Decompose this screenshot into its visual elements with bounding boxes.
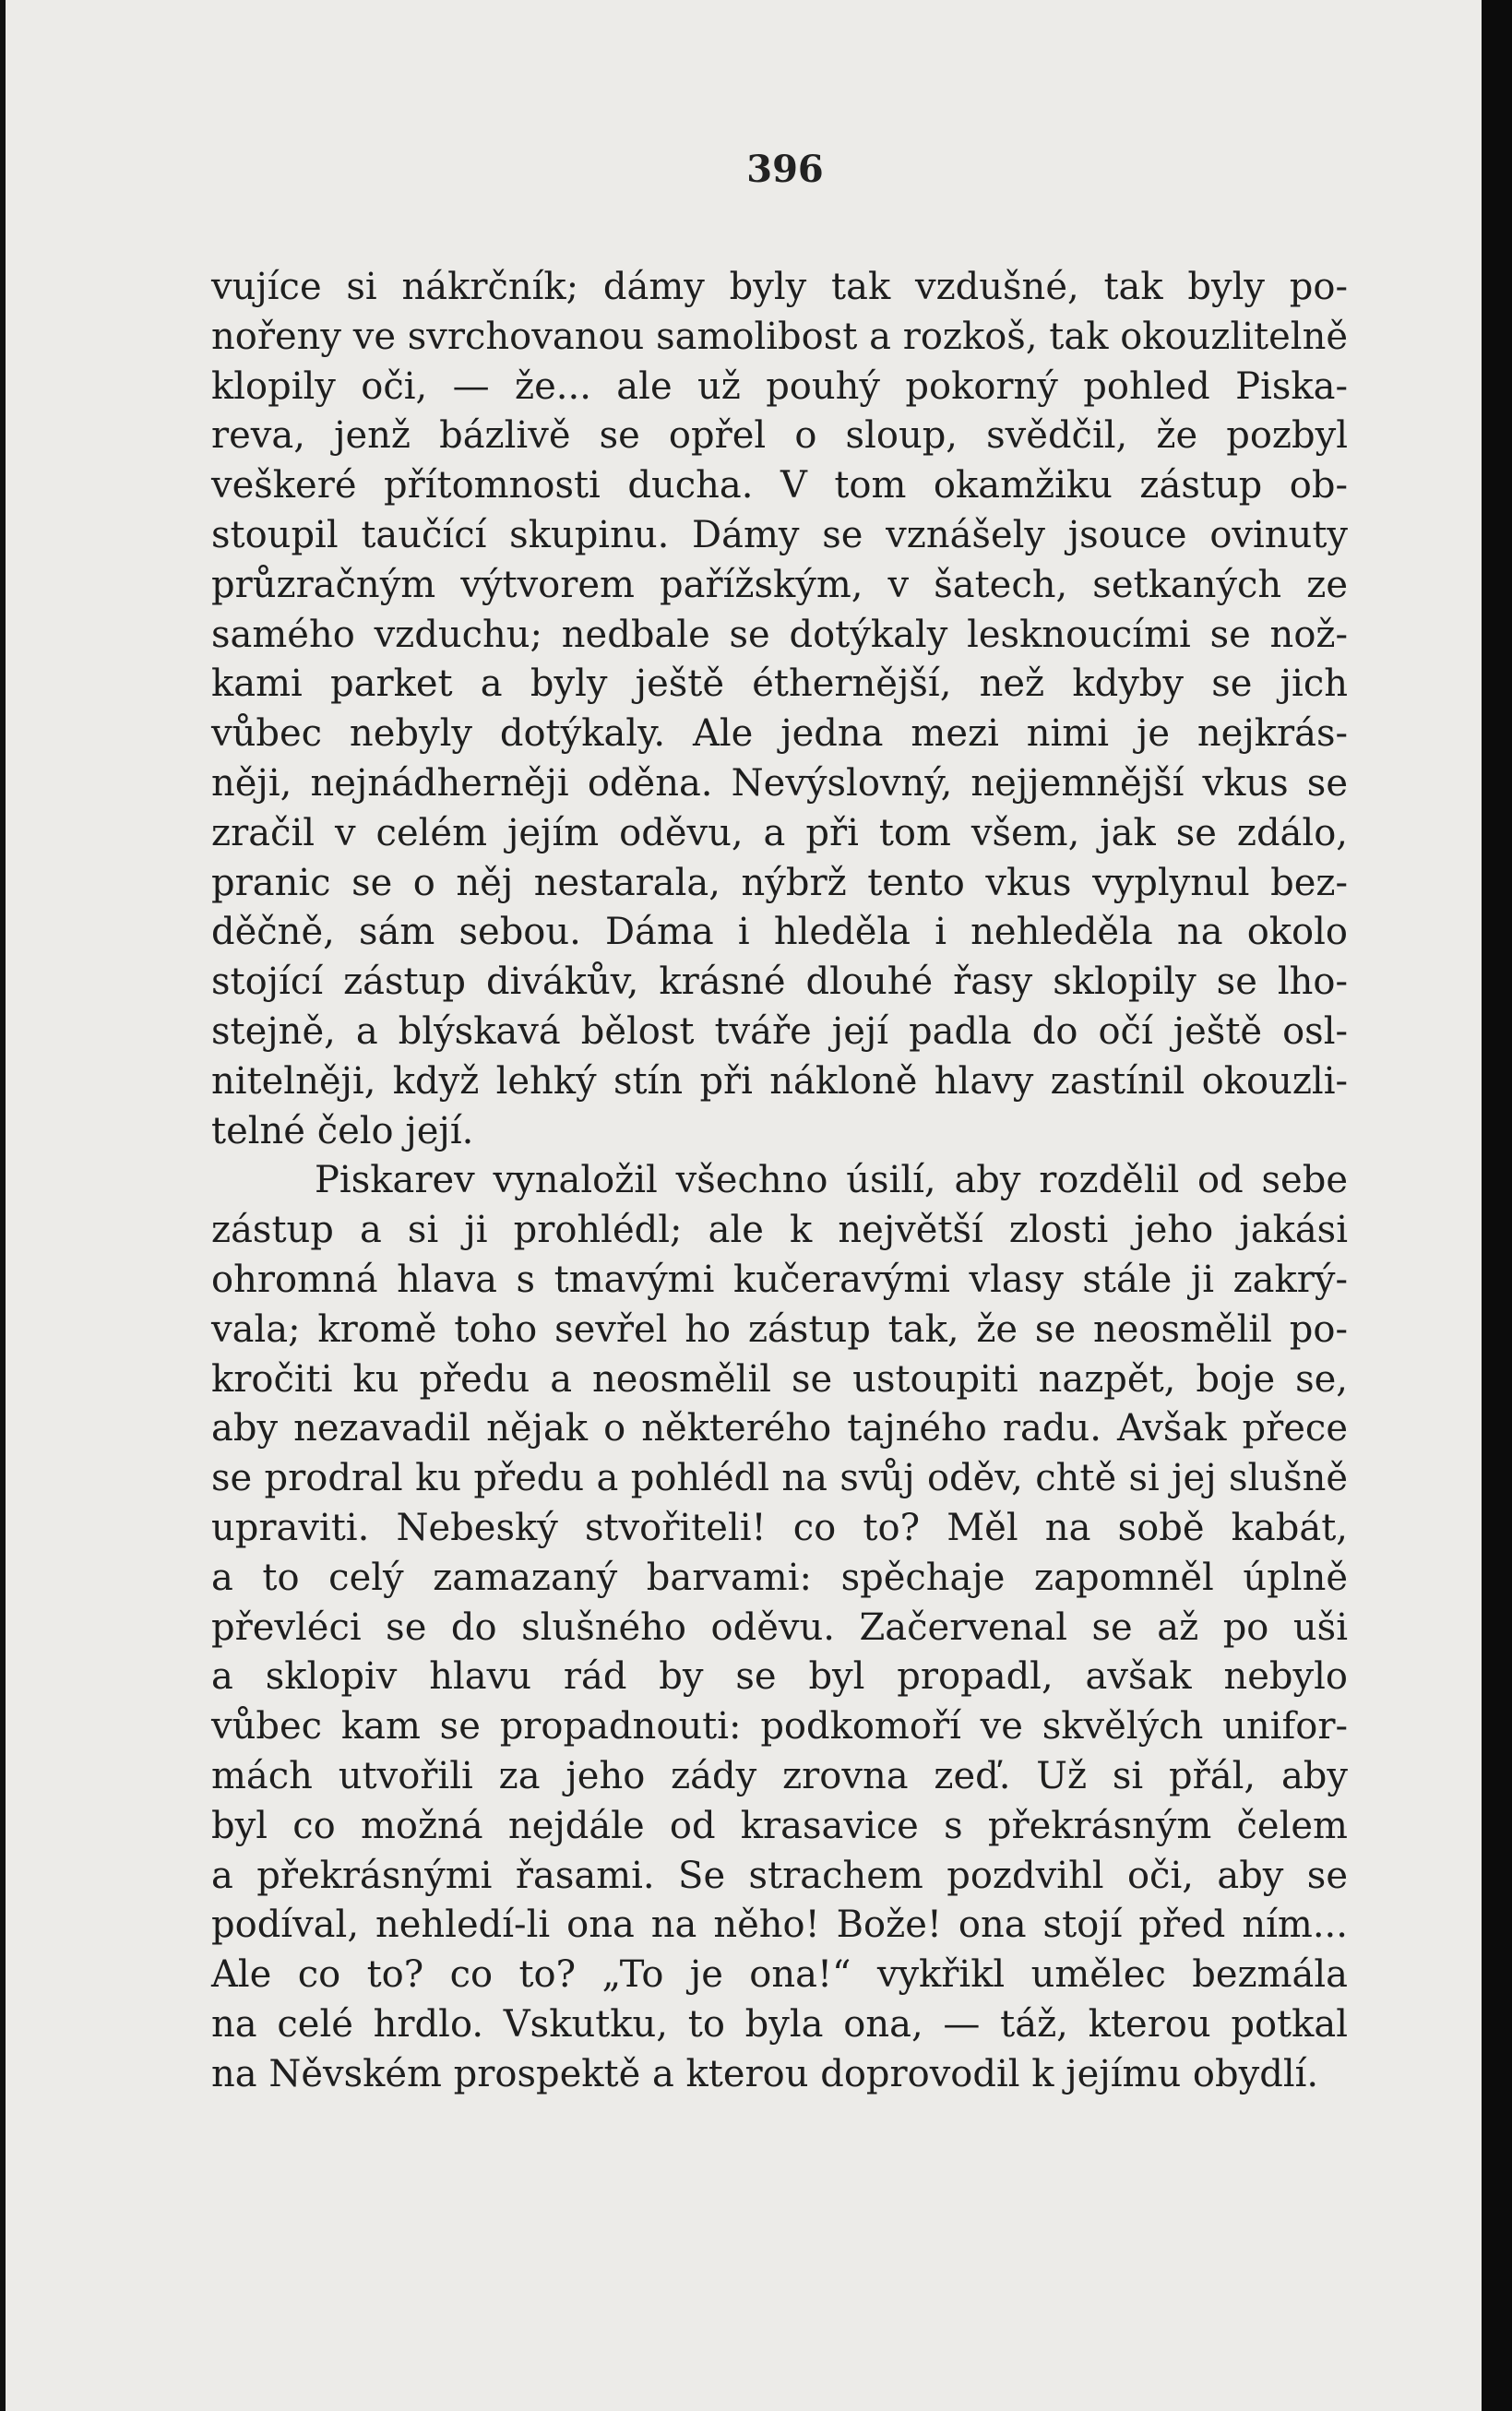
text-line: nitelněji, když lehký stín při nákloně hlavy zastínil okouzli- bbox=[211, 1059, 1348, 1103]
text-line: zástup a si ji prohlédl; ale k největší zlosti jeho jakási bbox=[211, 1209, 1348, 1252]
body-text bbox=[211, 263, 1348, 2099]
text-line: stoupil taučící skupinu. Dámy se vznášely jsouce ovinuty bbox=[211, 513, 1348, 556]
text-line: podíval, nehledí-li ona na něho! Bože! ona stojí před ním... bbox=[211, 1904, 1348, 1947]
text-line: veškeré přítomnosti ducha. V tom okamžiku zástup ob- bbox=[211, 464, 1348, 507]
text-line: Ale co to? co to? „To je ona!“ vykřikl umělec bezmála bbox=[211, 1953, 1348, 1997]
text-line: kami parket a byly ještě étherněјší, než kdyby se jich bbox=[211, 662, 1348, 706]
text-line: na Něvském prospektě a kterou doprovodil k jejímu obydlí. bbox=[211, 2052, 1319, 2095]
text-line: stejně, a blýskavá bělost tváře její padla do očí ještě osl- bbox=[211, 1009, 1348, 1053]
page-number: 396 bbox=[746, 148, 824, 191]
text-line: vůbec nebyly dotýkaly. Ale jedna mezi nimi je nejkrás- bbox=[211, 712, 1348, 756]
text-line: reva, jenž bázlivě se opřel o sloup, svědčil, že pozbyl bbox=[211, 414, 1348, 458]
text-line: nořeny ve svrchovanou samolibost a rozkoš, tak okouzlitelně bbox=[211, 315, 1348, 358]
text-line: vujíce si nákrčník; dámy byly tak vzdušné, tak byly po- bbox=[211, 266, 1348, 308]
text-line: aby nezavadil nějak o některého tajného radu. Avšak přece bbox=[211, 1407, 1348, 1450]
text-line: Piskarev vynaložil všechno úsilí, aby rozdělil od sebe bbox=[315, 1159, 1348, 1202]
text-line: byl co možná nejdále od krasavice s překrásným čelem bbox=[211, 1804, 1348, 1847]
text-line: se prodral ku předu a pohlédl na svůj oděv, chtě si jej slušně bbox=[211, 1457, 1348, 1500]
text-line: průzračným výtvorem pařížským, v šatech, setkaných ze bbox=[211, 563, 1348, 606]
text-line: pranic se o něj nestarala, nýbrž tento vkus vyplynul bez- bbox=[211, 861, 1348, 904]
text-line: vala; kromě toho sevřel ho zástup tak, že se neosmělil po- bbox=[211, 1307, 1348, 1351]
text-line: samého vzduchu; nedbale se dotýkaly lesknoucími se nož- bbox=[211, 613, 1348, 656]
text-line: na celé hrdlo. Vskutku, to byla ona, — táž, kterou potkal bbox=[211, 2002, 1348, 2046]
text-line: něji, nejnádherněji oděna. Nevýslovný, nejjemnější vkus se bbox=[211, 761, 1348, 805]
text-line: klopily oči, — že... ale už pouhý pokorný pohled Piskа- bbox=[211, 364, 1348, 408]
text-line: vůbec kam se propadnouti: podkomoří ve skvělých unifor- bbox=[211, 1705, 1348, 1749]
text-line: a sklopiv hlavu rád by se byl propadl, avšak nebylo bbox=[211, 1655, 1348, 1699]
text-line: upraviti. Nebeský stvořiteli! co to? Měl na sobě kabát, bbox=[211, 1506, 1348, 1549]
text-line: stojící zástup divákův, krásné dlouhé řasy sklopily se lho- bbox=[211, 961, 1348, 1004]
text-line: telné čelo její. bbox=[211, 1109, 474, 1152]
text-line: kročiti ku předu a neosmělil se ustoupiti nazpět, boje se, bbox=[211, 1357, 1348, 1401]
text-line: děčně, sám sebou. Dáma i hleděla i nehleděla na okolo bbox=[211, 911, 1348, 954]
text-line: ohromná hlava s tmavými kučeravými vlasy stále ji zakrý- bbox=[211, 1258, 1348, 1301]
scan-edge bbox=[1482, 0, 1512, 2411]
text-line: a to celý zamazaný barvami: spěchaje zapomněl úplně bbox=[211, 1556, 1348, 1599]
text-line: a překrásnými řasami. Se strachem pozdvihl oči, aby se bbox=[211, 1854, 1348, 1897]
text-line: mách utvořili za jeho zády zrovna zeď. Už si přál, aby bbox=[211, 1754, 1348, 1797]
book-page bbox=[6, 0, 1482, 2411]
text-line: převléci se do slušného oděvu. Začervenal se až po uši bbox=[211, 1605, 1348, 1649]
text-line: zračil v celém jejím oděvu, a při tom všem, jak se zdálo, bbox=[211, 811, 1348, 854]
